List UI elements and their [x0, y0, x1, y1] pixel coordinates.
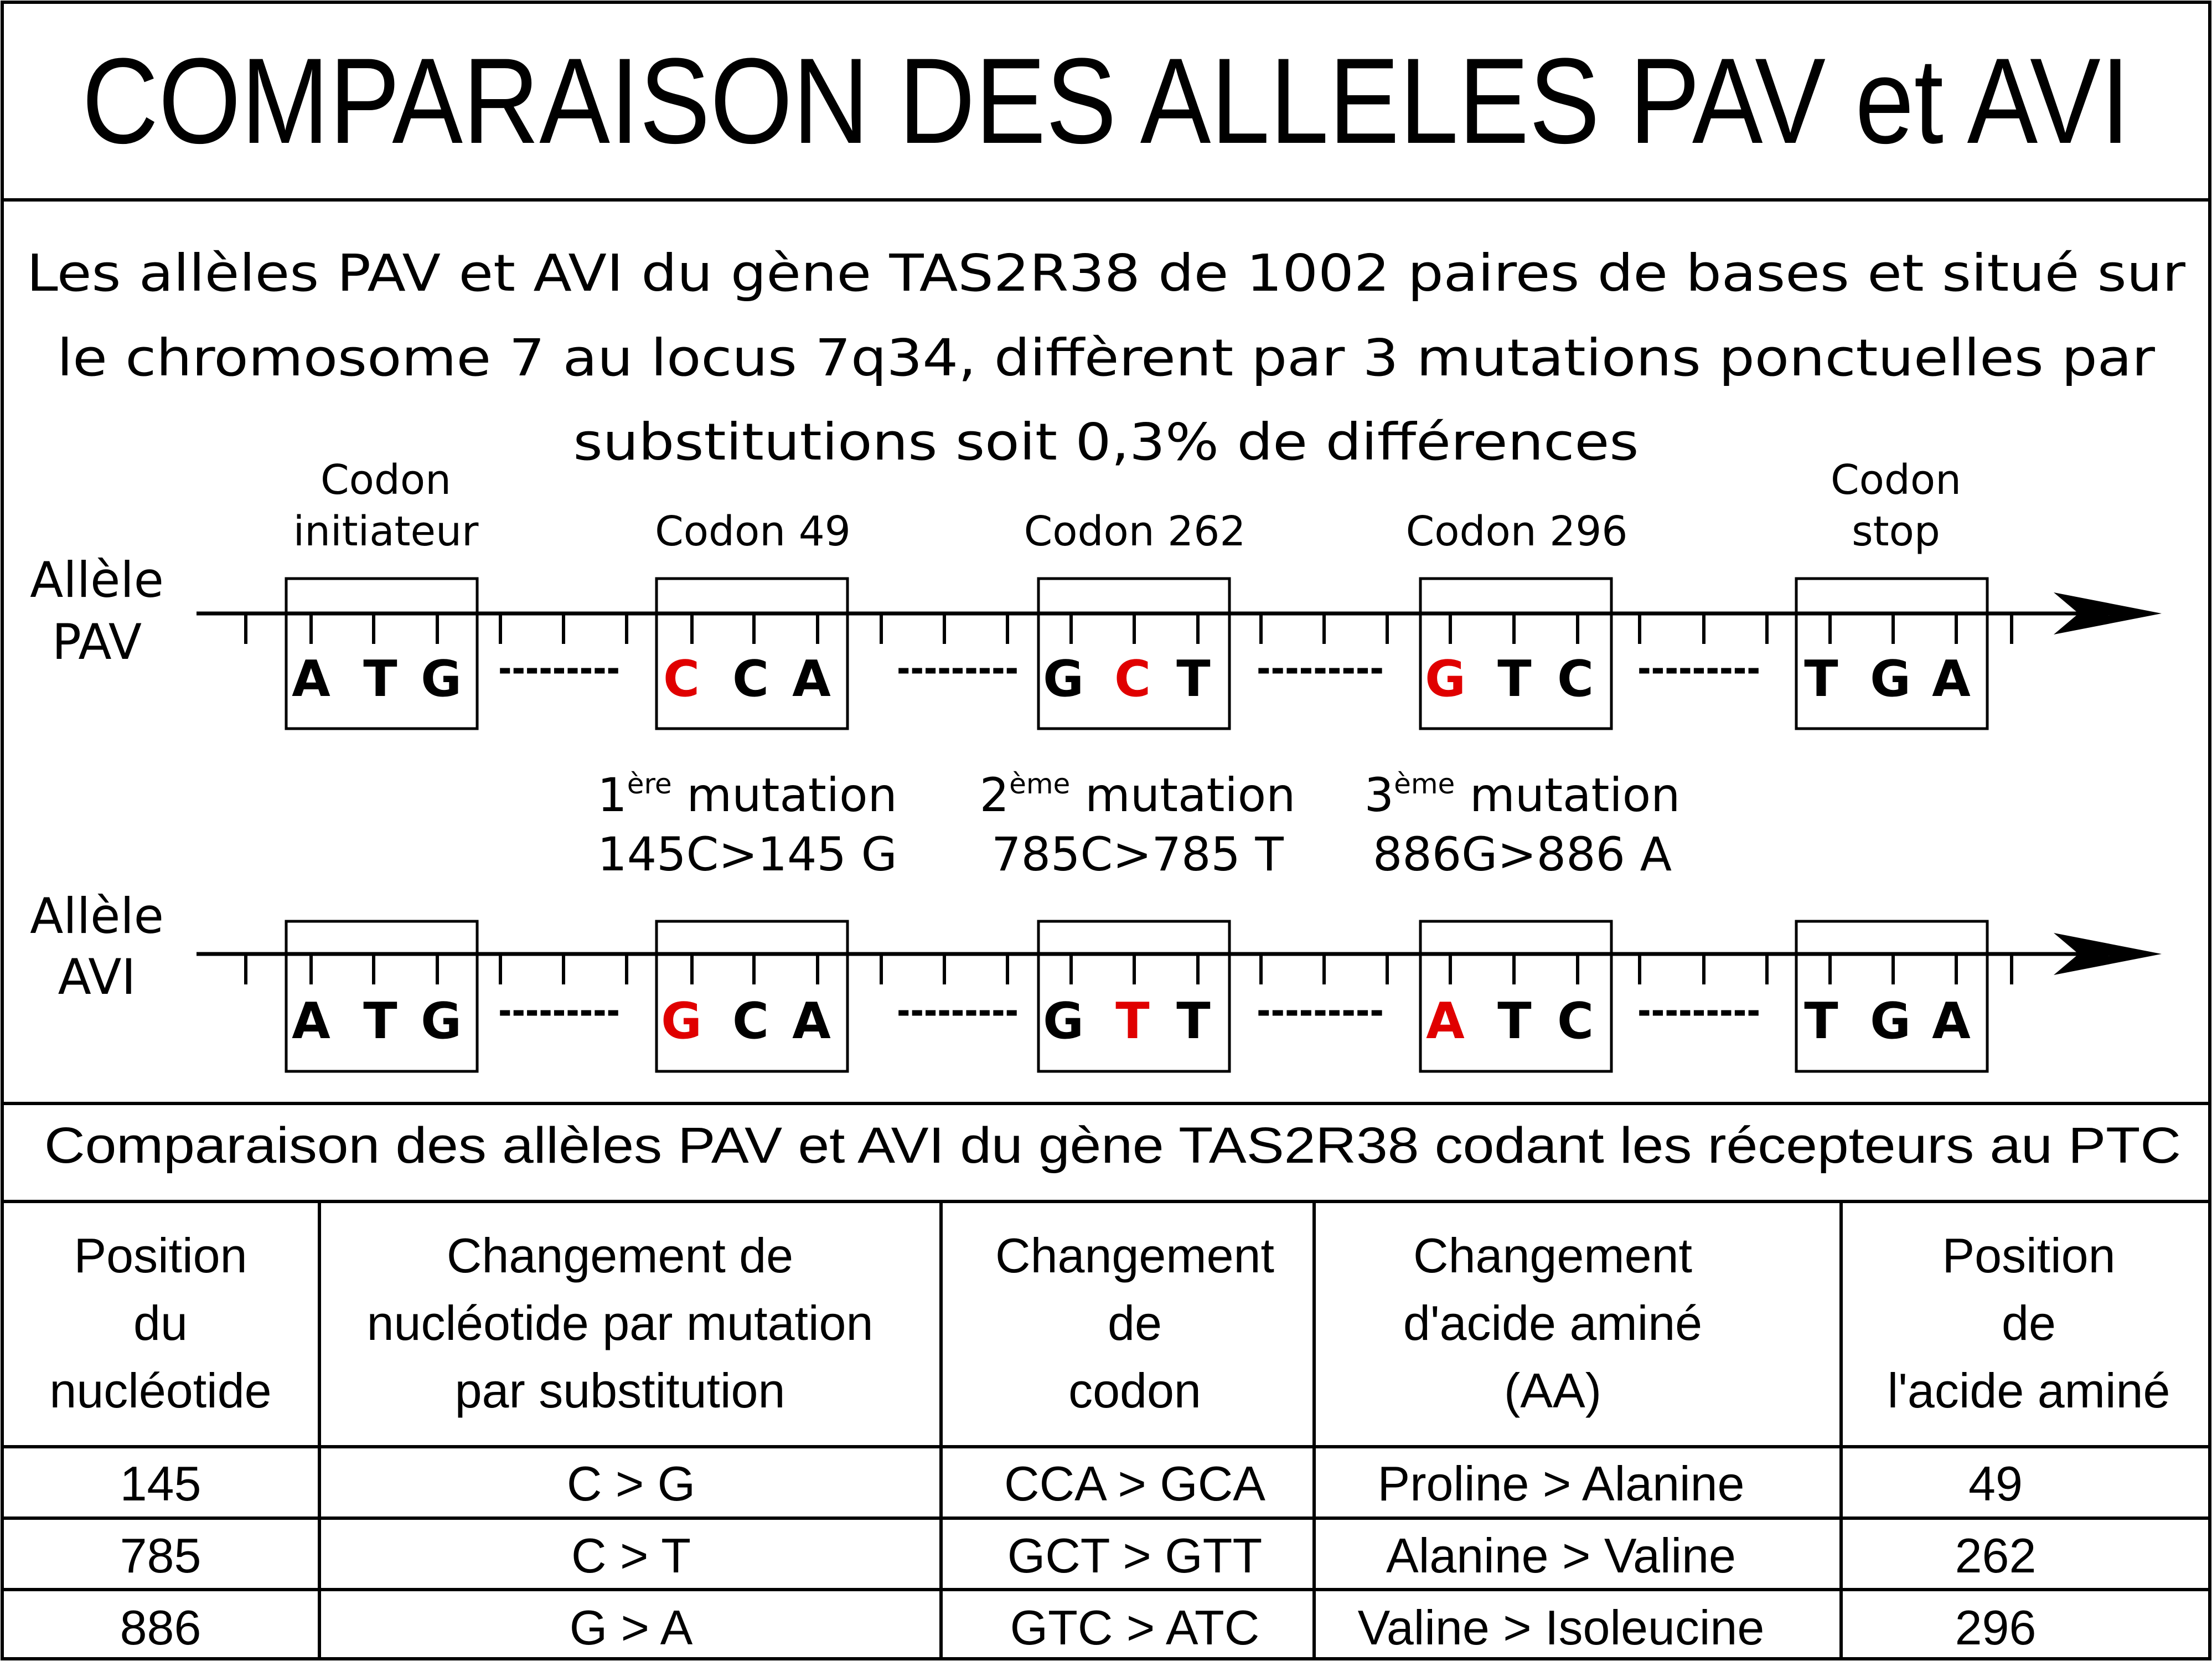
sequence-gap: --------- [897, 646, 1019, 692]
nucleotide-base: G [421, 650, 462, 708]
nucleotide-base: G [421, 992, 462, 1050]
table-header-cell: Changement [995, 1228, 1274, 1283]
table-cell: Valine > Isoleucine [1357, 1600, 1765, 1655]
nucleotide-base: G [1870, 992, 1911, 1050]
nucleotide-base: G [1043, 650, 1084, 708]
mutated-base: C [663, 650, 700, 708]
sequence-gap: --------- [1257, 988, 1384, 1034]
table-caption: Comparaison des allèles PAV et AVI du gène TAS2R38 codant les récepteurs au PTC [44, 1117, 2182, 1174]
codon-label: Codon 262 [1024, 508, 1246, 555]
mutation-title: 2ème mutation [979, 768, 1296, 822]
sequence-gap: --------- [498, 646, 620, 692]
nucleotide-base: T [363, 992, 397, 1050]
table-header-cell: par substitution [454, 1363, 785, 1418]
nucleotide-base: T [1804, 992, 1838, 1050]
codon-label: Codon [320, 456, 452, 504]
table-header-cell: du [133, 1296, 188, 1350]
nucleotide-base: T [1804, 650, 1838, 708]
intro-line: substitutions soit 0,3% de différences [573, 412, 1639, 472]
intro-line: le chromosome 7 au locus 7q34, diffèrent par 3 mutations ponctuelles par [57, 328, 2156, 388]
codon-label: initiateur [293, 508, 479, 555]
codon-label: stop [1852, 508, 1940, 555]
nucleotide-base: T [1176, 650, 1211, 708]
codon-label: Codon 49 [655, 508, 851, 555]
sequence-gap: --------- [1257, 646, 1384, 692]
table-cell: G > A [569, 1600, 693, 1655]
allele-name: Allèle [30, 551, 164, 608]
table-cell: C > T [571, 1528, 691, 1583]
nucleotide-base: A [1932, 650, 1971, 708]
nucleotide-base: C [1557, 650, 1594, 708]
table-cell: 262 [1955, 1528, 2037, 1583]
nucleotide-base: T [1176, 992, 1211, 1050]
intro-line: Les allèles PAV et AVI du gène TAS2R38 de 1002 paires de bases et situé sur [27, 244, 2186, 303]
sequence-gap: --------- [1637, 988, 1760, 1034]
nucleotide-base: G [1043, 992, 1084, 1050]
table-cell: CCA > GCA [1004, 1456, 1265, 1511]
nucleotide-base: A [292, 992, 330, 1050]
sequence-gap: --------- [498, 988, 620, 1034]
nucleotide-base: T [1497, 650, 1532, 708]
allele-name: AVI [58, 948, 136, 1005]
mutated-base: G [661, 992, 702, 1050]
mutation-detail: 785C>785 T [991, 827, 1284, 881]
table-header-cell: Changement [1413, 1228, 1692, 1283]
mutation-detail: 886G>886 A [1372, 827, 1672, 881]
table-cell: GTC > ATC [1010, 1600, 1260, 1655]
table-cell: Proline > Alanine [1377, 1456, 1745, 1511]
nucleotide-base: A [1932, 992, 1971, 1050]
mutation-labels [597, 768, 1680, 881]
codon-label: Codon 296 [1405, 508, 1628, 555]
mutation-detail: 145C>145 G [597, 827, 897, 881]
table-header-cell: d'acide aminé [1403, 1296, 1703, 1350]
sequence-gap: --------- [897, 988, 1019, 1034]
nucleotide-base: T [363, 650, 397, 708]
allele-name: PAV [51, 613, 142, 670]
nucleotide-base: C [732, 650, 769, 708]
table-header-cell: nucléotide par mutation [366, 1296, 874, 1350]
table-header-cell: l'acide aminé [1887, 1363, 2170, 1418]
table-header-cell: (AA) [1504, 1363, 1601, 1418]
nucleotide-base: G [1870, 650, 1911, 708]
table-cell: 145 [120, 1456, 201, 1511]
table-header-cell: Position [74, 1228, 247, 1283]
nucleotide-base: A [792, 992, 831, 1050]
table-cell: Alanine > Valine [1386, 1528, 1736, 1583]
intro-text [27, 244, 2185, 472]
page-title: COMPARAISON DES ALLELES PAV et AVI [82, 33, 2130, 169]
mutated-base: T [1115, 992, 1150, 1050]
table-cell: 49 [1968, 1456, 2023, 1511]
table-cell: GCT > GTT [1007, 1528, 1263, 1583]
table-header-cell: de [2002, 1296, 2056, 1350]
nucleotide-base: T [1497, 992, 1532, 1050]
table-header-cell: nucléotide [49, 1363, 272, 1418]
table-header-cell: Position [1942, 1228, 2116, 1283]
allele-1-diagram [30, 888, 2162, 1071]
table-header-cell: de [1108, 1296, 1162, 1350]
table-cell: 296 [1955, 1600, 2037, 1655]
codon-label: Codon [1830, 456, 1962, 504]
nucleotide-base: A [292, 650, 330, 708]
comparison-table [2, 1201, 2210, 1659]
mutation-title: 1ère mutation [597, 768, 897, 822]
allele-name: Allèle [30, 888, 164, 945]
table-header-cell: Changement de [446, 1228, 794, 1283]
table-cell: C > G [566, 1456, 696, 1511]
nucleotide-base: C [732, 992, 769, 1050]
nucleotide-base: C [1557, 992, 1594, 1050]
table-cell: 886 [120, 1600, 201, 1655]
nucleotide-base: A [792, 650, 831, 708]
allele-0-diagram [30, 551, 2162, 729]
mutated-base: A [1426, 992, 1465, 1050]
mutated-base: G [1425, 650, 1466, 708]
mutated-base: C [1114, 650, 1151, 708]
sequence-gap: --------- [1637, 646, 1760, 692]
table-cell: 785 [120, 1528, 201, 1583]
table-header-cell: codon [1068, 1363, 1201, 1418]
mutation-title: 3ème mutation [1364, 768, 1681, 822]
